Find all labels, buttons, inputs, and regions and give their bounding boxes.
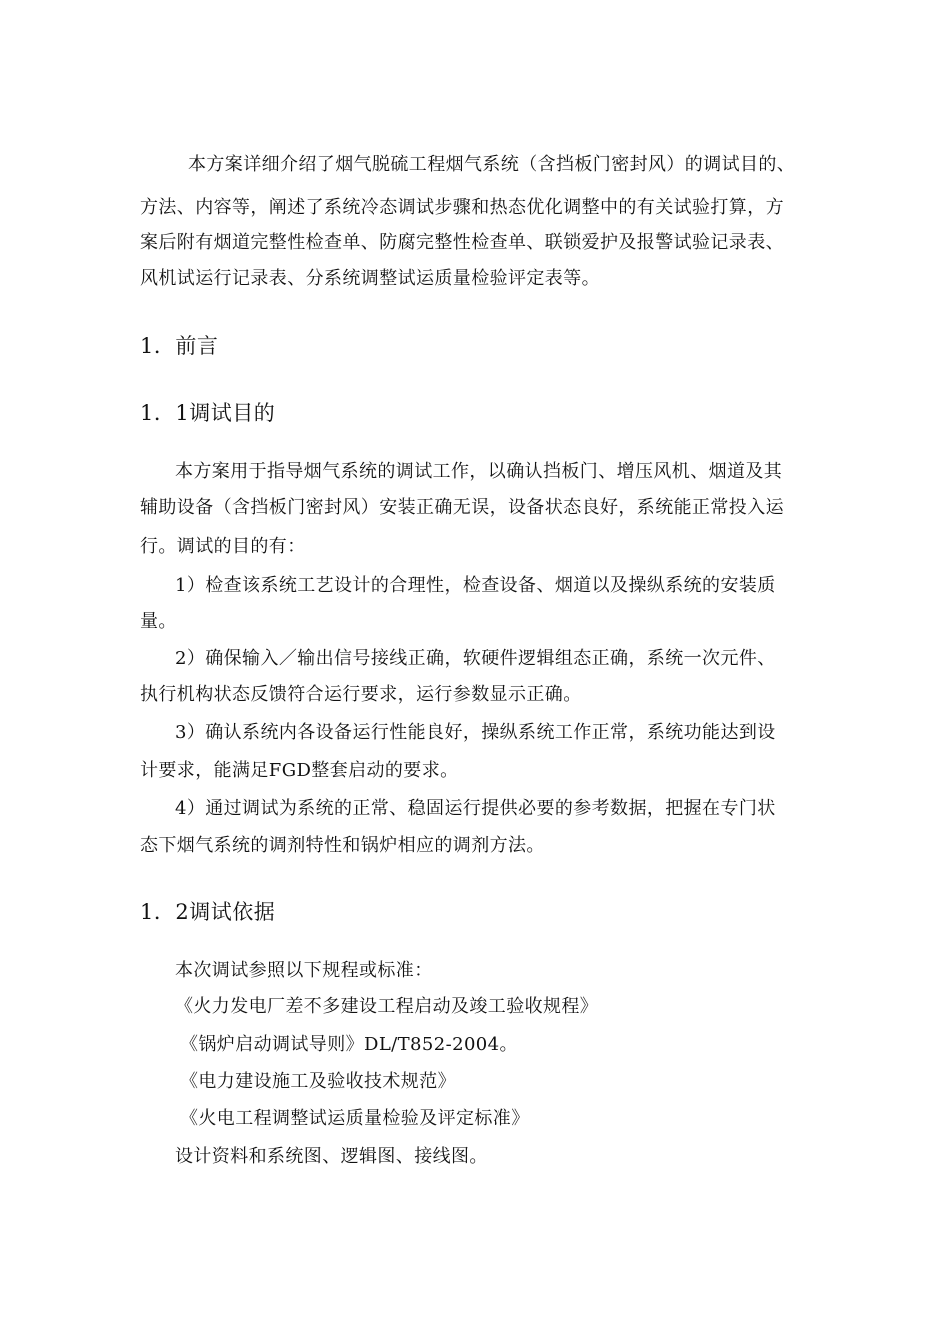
basis-ref-3: 《电力建设施工及验收技术规范》 [180,1071,456,1092]
purpose-item-1-line-1: 1）检查该系统工艺设计的合理性，检查设备、烟道以及操纵系统的安装质 [175,575,776,596]
intro-line-4: 风机试运行记录表、分系统调整试运质量检验评定表等。 [140,268,600,289]
intro-line-1: 本方案详细介绍了烟气脱硫工程烟气系统（含挡板门密封风）的调试目的、 [188,154,796,175]
basis-intro: 本次调试参照以下规程或标准： [175,960,433,981]
purpose-para-line-2: 辅助设备（含挡板门密封风）安装正确无误，设备状态良好，系统能正常投入运 [140,497,784,518]
purpose-item-1-line-2: 量。 [140,611,177,632]
intro-line-2: 方法、内容等，阐述了系统冷态调试步骤和热态优化调整中的有关试验打算，方 [140,197,784,218]
section-heading-preface: 1．前言 [140,334,219,358]
section-heading-basis: 1．2调试依据 [140,900,276,924]
basis-ref-2: 《锅炉启动调试导则》DL/T852-2004。 [180,1034,518,1055]
basis-closing: 设计资料和系统图、逻辑图、接线图。 [175,1146,488,1167]
purpose-para-line-3: 行。调试的目的有： [140,536,306,557]
basis-ref-4: 《火电工程调整试运质量检验及评定标准》 [180,1108,530,1129]
purpose-item-3-line-2: 计要求，能满足FGD整套启动的要求。 [140,760,459,781]
purpose-item-3-line-1: 3）确认系统内各设备运行性能良好，操纵系统工作正常，系统功能达到设 [175,722,776,743]
purpose-item-4-line-1: 4）通过调试为系统的正常、稳固运行提供必要的参考数据，把握在专门状 [175,798,776,819]
section-heading-purpose: 1．1调试目的 [140,401,276,425]
purpose-para-line-1: 本方案用于指导烟气系统的调试工作，以确认挡板门、增压风机、烟道及其 [175,461,783,482]
purpose-item-2-line-2: 执行机构状态反馈符合运行要求，运行参数显示正确。 [140,684,582,705]
purpose-item-4-line-2: 态下烟气系统的调剂特性和锅炉相应的调剂方法。 [140,835,545,856]
intro-line-3: 案后附有烟道完整性检查单、防腐完整性检查单、联锁爱护及报警试验记录表、 [140,232,784,253]
purpose-item-2-line-1: 2）确保输入／输出信号接线正确，软硬件逻辑组态正确，系统一次元件、 [175,648,776,669]
basis-ref-1: 《火力发电厂差不多建设工程启动及竣工验收规程》 [175,996,599,1017]
